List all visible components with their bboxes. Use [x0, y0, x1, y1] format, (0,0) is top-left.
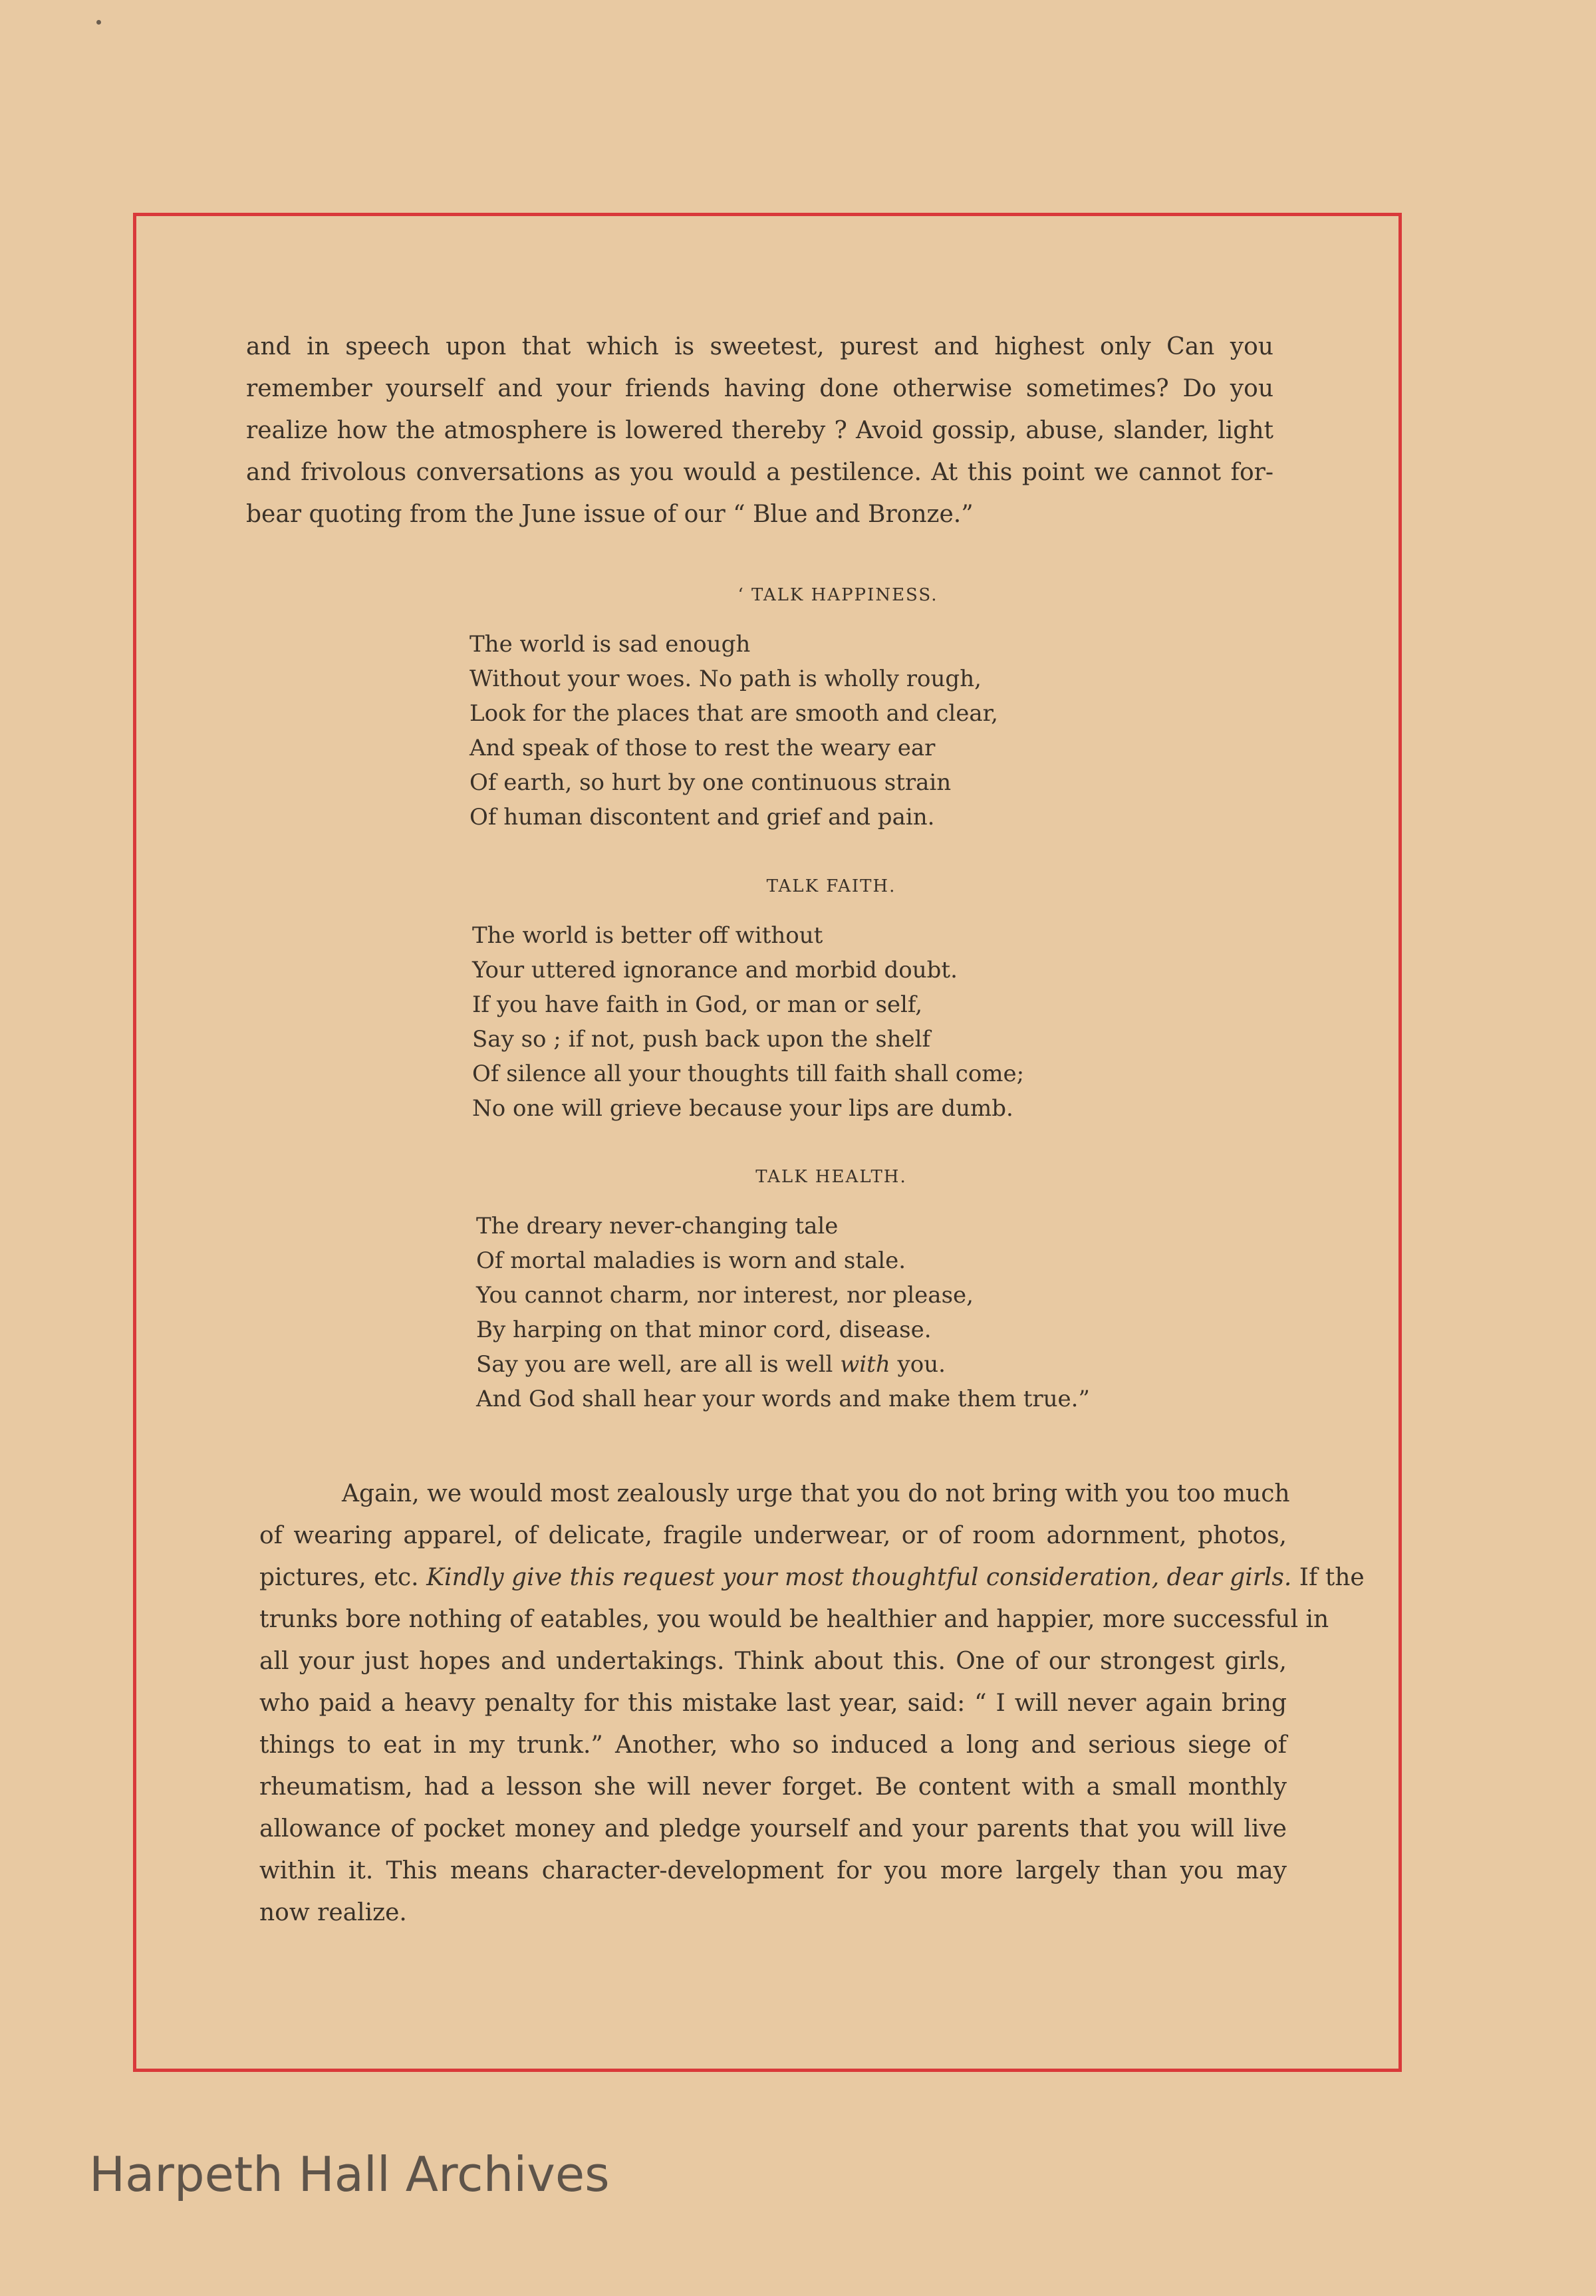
poem-line-italic: with — [840, 1351, 890, 1378]
opening-paragraph — [246, 326, 1273, 535]
stanza-health — [476, 1209, 1090, 1416]
poem-line: The dreary never-changing tale — [476, 1213, 839, 1239]
paragraph-line: now realize. — [259, 1899, 407, 1926]
poem-line: Of human discontent and grief and pain. — [469, 804, 935, 830]
stanza-happiness — [469, 627, 998, 834]
paragraph-line: of wearing apparel, of delicate, fragile underwear, or of room adornment, photos, — [259, 1522, 1287, 1549]
closing-paragraph — [259, 1473, 1365, 1934]
paragraph-line: all your just hopes and undertakings. Think about this. One of our strongest girls, — [259, 1648, 1287, 1675]
poem-line: Without your woes. No path is wholly rough, — [469, 666, 982, 692]
paragraph-italic-request: Kindly give this request your most thoughtful consideration, dear girls. — [426, 1564, 1292, 1591]
poem-line: And God shall hear your words and make them true.” — [476, 1386, 1090, 1412]
poem-line: Of silence all your thoughts till faith shall come; — [472, 1061, 1025, 1087]
poem-line: If you have faith in God, or man or self, — [472, 991, 923, 1018]
stanza-heading-faith: TALK FAITH. — [766, 876, 896, 896]
poem-line: Of earth, so hurt by one continuous strain — [469, 769, 952, 796]
poem-line: You cannot charm, nor interest, nor please, — [476, 1282, 974, 1309]
paragraph-line-text: pictures, etc. — [259, 1564, 427, 1591]
poem-line-text: Say you are well, are all is well — [476, 1351, 841, 1378]
stanza-faith — [472, 918, 1024, 1126]
poem-line: Your uttered ignorance and morbid doubt. — [472, 957, 958, 983]
paragraph-line: and in speech upon that which is sweetest, purest and highest only Can you — [246, 333, 1273, 360]
poem-line: Say so ; if not, push back upon the shelf — [472, 1026, 931, 1053]
paragraph-line: things to eat in my trunk.” Another, who so induced a long and serious siege of — [259, 1731, 1287, 1759]
poem-line: The world is sad enough — [469, 631, 751, 658]
paragraph-line — [259, 1557, 1365, 1598]
paragraph-line: trunks bore nothing of eatables, you would be healthier and happier, more successful in — [259, 1606, 1329, 1633]
paragraph-line: realize how the atmosphere is lowered thereby ? Avoid gossip, abuse, slander, light — [246, 417, 1273, 444]
poem-line: Look for the places that are smooth and clear, — [469, 700, 998, 727]
paragraph-line — [259, 1473, 1290, 1515]
stanza-heading-health: TALK HEALTH. — [755, 1167, 907, 1187]
poem-line: The world is better off without — [472, 922, 823, 949]
poem-line — [476, 1347, 1090, 1382]
paragraph-line-text: If the — [1291, 1564, 1365, 1591]
poem-line: No one will grieve because your lips are dumb. — [472, 1095, 1013, 1122]
archive-watermark: Harpeth Hall Archives — [89, 2146, 610, 2202]
paragraph-line: remember yourself and your friends having done otherwise sometimes? Do you — [246, 375, 1273, 402]
paragraph-line: bear quoting from the June issue of our “ Blue and Bronze.” — [246, 501, 974, 528]
poem-line: Of mortal maladies is worn and stale. — [476, 1247, 906, 1274]
ink-speck — [96, 20, 101, 25]
paragraph-line: rheumatism, had a lesson she will never forget. Be content with a small monthly — [259, 1773, 1287, 1801]
paragraph-line: within it. This means character-development for you more largely than you may — [259, 1857, 1287, 1884]
paragraph-line: and frivolous conversations as you would a pestilence. At this point we cannot for- — [246, 459, 1273, 486]
stanza-heading-happiness: ‘ TALK HAPPINESS. — [737, 585, 938, 605]
paragraph-line-text: Again, we would most zealously urge that you do not bring with you too much — [342, 1480, 1290, 1507]
paragraph-line: allowance of pocket money and pledge yourself and your parents that you will live — [259, 1815, 1287, 1843]
poem-line-text: you. — [890, 1351, 946, 1378]
paragraph-line: who paid a heavy penalty for this mistake last year, said: “ I will never again bring — [259, 1690, 1287, 1717]
poem-line: By harping on that minor cord, disease. — [476, 1317, 932, 1343]
poem-line: And speak of those to rest the weary ear — [469, 735, 936, 761]
